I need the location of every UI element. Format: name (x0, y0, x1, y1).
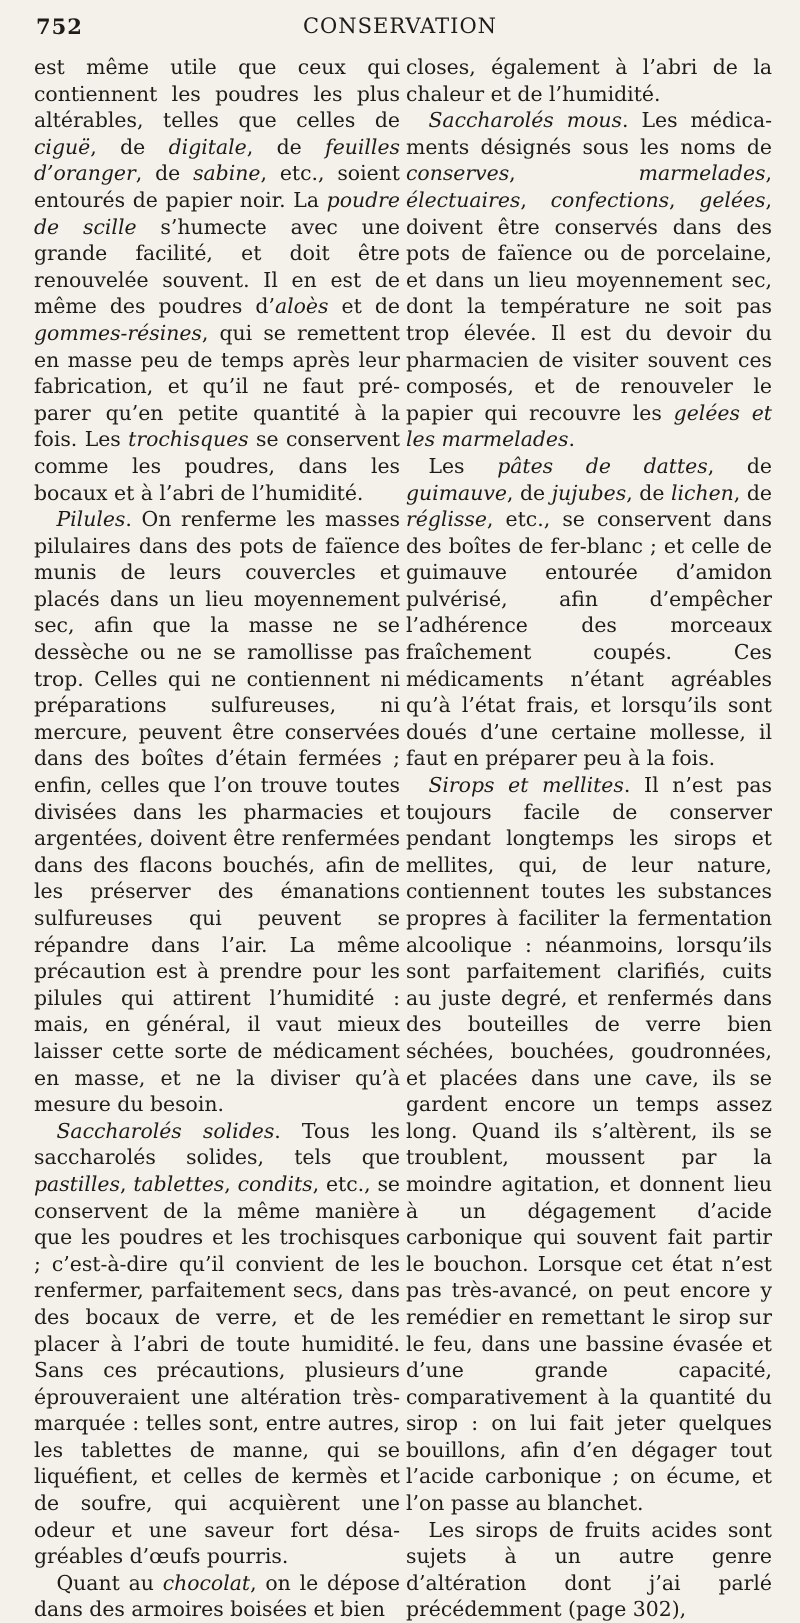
text-run: . Tous les saccharolés solides, tels que (34, 1118, 400, 1170)
text-run: , de (506, 480, 552, 505)
italic-term: conserves (406, 161, 510, 186)
italic-term: poudre de scille (34, 187, 400, 239)
text-run: Les (428, 453, 498, 478)
paragraph (406, 453, 772, 772)
running-title: CONSERVATION (302, 14, 498, 38)
text-run: . Les médicaments désignés sous les noms de (406, 108, 772, 159)
text-run: , etc., se conservent dans des boîtes de fer-blanc ; et celle de guimauve entourée d’amidon pulvérisé, afin d’empêcher l’adhérence des morceaux fraîchement coupés. Ces médicaments n’étant agréables qu’à l’état frais, et lorsqu’ils sont doués d’une certaine mollesse, il faut en préparer peu à la fois. (406, 507, 772, 771)
text-run: , de (733, 480, 772, 505)
italic-term: tablettes (133, 1171, 225, 1196)
paragraph (406, 54, 772, 107)
text-run: , (224, 1171, 238, 1196)
text-run: , de (90, 134, 169, 159)
italic-term: condits (237, 1171, 313, 1196)
text-run: . (568, 427, 575, 452)
italic-term: gelées (699, 187, 766, 212)
italic-term: jujubes (551, 480, 627, 505)
text-run: , qui se remettent en masse peu de temps après leur fabrication, et qu’il ne faut préparer qu’en petite quantité à la fois. Les (34, 320, 400, 452)
text-run: , de (135, 161, 194, 186)
paragraph (34, 1118, 400, 1570)
text-run: , etc., se conservent de la même manière que les poudres et les trochisques ; c’est-à-dire qu’il convient de les renfermer, parfaitement secs, dans des bocaux de verre, et de les placer à l’abri de toute humidité. Sans ces précautions, plusieurs éprouveraient une altération très-marquée : telles sont, entre autres, les tablettes de manne, qui se liquéfient, et celles de kermès et de soufre, qui acquièrent une odeur et une saveur fort désagréables d’œufs pourris. (34, 1171, 401, 1569)
left-column (34, 54, 400, 1623)
italic-term: gelées et les marmelades (406, 400, 773, 452)
text-run: . On renferme les masses pilulaires dans des pots de faïence munis de leurs couvercles et placés dans un lieu moyennement sec, afin que la masse ne se dessèche ou ne se ramollisse pas trop. Celles qui ne contiennent ni préparations sulfureuses, ni mercure, peuvent être conservées dans des boîtes d’étain fermées ; enfin, celles que l’on trouve toutes divisées dans les pharmacies et argentées, doivent être renfermées dans des flacons bouchés, afin de les préserver des émanations sulfureuses qui peuvent se répandre dans l’air. La même précaution est à prendre pour les pilules qui attirent l’humidité : mais, en général, il vaut mieux laisser cette sorte de médicament en masse, et ne la diviser qu’à mesure du besoin. (34, 507, 400, 1117)
italic-term: Sirops et mellites (428, 773, 624, 798)
text-run: , (765, 161, 772, 186)
paragraph (406, 1517, 772, 1623)
italic-term: chocolat (162, 1570, 251, 1595)
italic-term: Saccharolés mous (428, 108, 622, 133)
text-run: , (520, 187, 551, 212)
text-run: Les sirops de fruits acides sont sujets à un autre genre d’altération dont j’ai parlé précédemment (page 302), (406, 1517, 772, 1622)
text-run: et de (328, 294, 400, 319)
text-run: closes, également à l’abri de la chaleur et de l’humidité. (406, 55, 772, 106)
italic-term: marmelades (638, 161, 766, 186)
italic-term: pastilles (34, 1171, 120, 1196)
text-run: , de (246, 134, 326, 159)
italic-term: réglisse (406, 507, 487, 532)
italic-term: pâtes de dattes (497, 453, 708, 478)
right-column (406, 54, 772, 1623)
page-number: 752 (36, 14, 83, 39)
italic-term: guimauve (406, 480, 507, 505)
text-run: , etc., soient entourés de papier noir. La (34, 161, 400, 212)
text-run: , de (707, 453, 772, 478)
italic-term: feuilles d’oranger (34, 134, 400, 186)
italic-term: Pilules (56, 507, 126, 532)
italic-term: lichen (670, 480, 734, 505)
italic-term: gommes-résines (34, 320, 202, 345)
paragraph (406, 772, 772, 1517)
page-header (0, 14, 800, 44)
text-run: , doivent être conservés dans des pots de faïence ou de porcelaine, et dans un lieu moyennement sec, dont la température ne soit pas trop élevée. Il est du devoir du pharmacien de visiter souvent ces composés, et de renouveler le papier qui recouvre les (406, 187, 773, 425)
italic-term: sabine (193, 161, 261, 186)
text-run: s’humecte avec une grande facilité, et doit être renouvelée souvent. Il en est de même des poudres d’ (34, 214, 400, 319)
italic-term: Saccharolés solides (56, 1118, 275, 1143)
italic-term: ciguë (34, 134, 91, 159)
text-run: , (119, 1171, 134, 1196)
paragraph (34, 506, 400, 1118)
italic-term: digitale (168, 134, 247, 159)
text-run: se conservent comme les poudres, dans les bocaux et à l’abri de l’humidité. (34, 427, 401, 505)
text-run: est même utile que ceux qui contiennent les poudres les plus altérables, telles que celles de (34, 55, 400, 133)
text-run: , de (626, 480, 671, 505)
italic-term: confections (550, 187, 670, 212)
italic-term: aloès (274, 294, 329, 319)
paragraph (34, 1570, 400, 1623)
text-run: , (509, 161, 639, 186)
text-run: , (669, 187, 700, 212)
italic-term: trochisques (128, 427, 249, 452)
text-run: , on le dépose dans des armoires boisées et bien (34, 1570, 400, 1622)
paragraph (34, 54, 400, 506)
text-run: Quant au (56, 1570, 163, 1595)
text-run: . Il n’est pas toujours facile de conserver pendant longtemps les sirops et mellites, qui, de leur nature, contiennent toutes les substances propres à faciliter la fermentation alcoolique : néanmoins, lorsqu’ils sont parfaitement clarifiés, cuits au juste degré, et renfermés dans des bouteilles de verre bien séchées, bouchées, goudronnées, et placées dans une cave, ils se gardent encore un temps assez long. Quand ils s’altèrent, ils se troublent, moussent par la moindre agitation, et donnent lieu à un dégagement d’acide carbonique qui souvent fait partir le bouchon. Lorsque cet état n’est pas très-avancé, on peut encore y remédier en remettant le sirop sur le feu, dans une bassine évasée et d’une grande capacité, comparativement à la quantité du sirop : on lui fait jeter quelques bouillons, afin d’en dégager tout l’acide carbonique ; on écume, et l’on passe au blanchet. (406, 773, 772, 1516)
paragraph (406, 107, 772, 453)
italic-term: électuaires (406, 187, 521, 212)
